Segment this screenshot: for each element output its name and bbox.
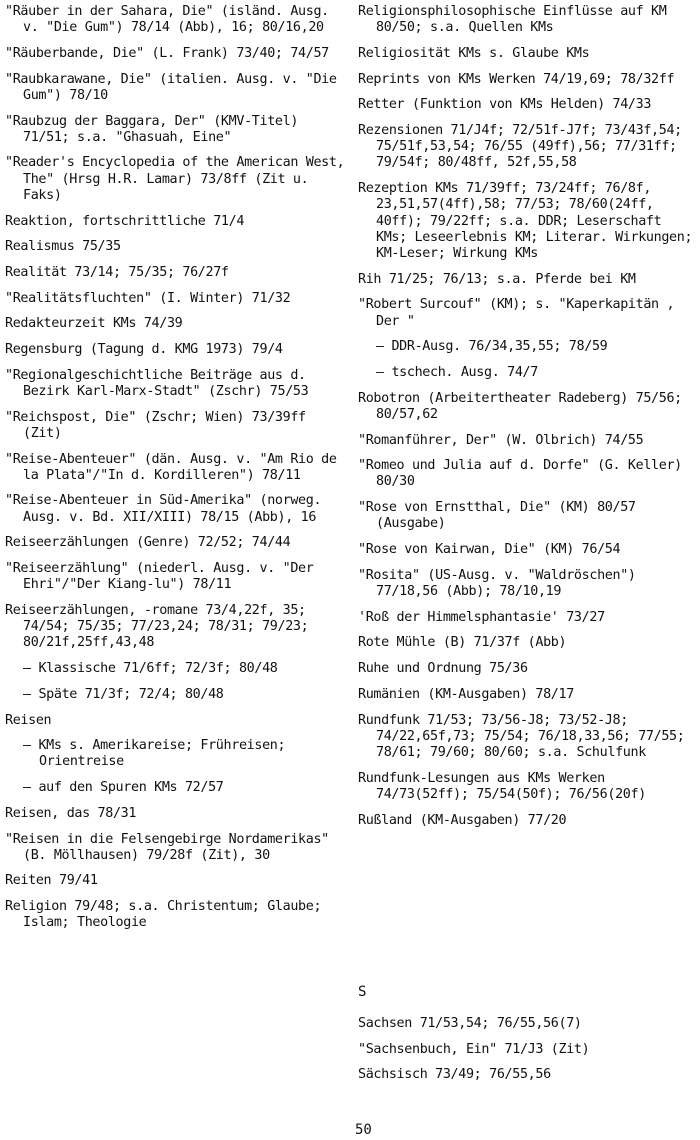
index-entry: Reiseerzählungen, -romane 73/4,22f, 35; 74/54; 75/35; 77/23,24; 78/31; 79/23; 80/21f,25ff,43,48 xyxy=(5,602,309,651)
index-entry: Reiseerzählungen (Genre) 72/52; 74/44 xyxy=(5,535,291,551)
index-entry: "Reichspost, Die" (Zschr; Wien) 73/39ff (Zit) xyxy=(5,409,306,441)
page-number: 50 xyxy=(355,1122,372,1138)
section-letter: S xyxy=(358,984,367,1000)
index-entry: Reiten 79/41 xyxy=(5,873,98,889)
index-entry: "Romeo und Julia auf d. Dorfe" (G. Keller) 80/30 xyxy=(358,458,682,490)
index-entry: Realität 73/14; 75/35; 76/27f xyxy=(5,264,229,280)
index-entry: Rih 71/25; 76/13; s.a. Pferde bei KM xyxy=(358,271,636,287)
index-entry: "Reader's Encyclopedia of the American West, The" (Hrsg H.R. Lamar) 73/8ff (Zit u. Faks) xyxy=(5,155,345,203)
index-subentry: – Klassische 71/6ff; 72/3f; 80/48 xyxy=(5,661,345,677)
right-column xyxy=(358,4,698,838)
index-entry: "Reiseerzählung" (niederl. Ausg. v. "Der Ehri"/"Der Kiang-lu") 78/11 xyxy=(5,561,314,593)
index-entry: "Rose von Ernstthal, Die" (KM) 80/57 (Ausgabe) xyxy=(358,500,636,532)
index-entry: Sächsisch 73/49; 76/55,56 xyxy=(358,1067,551,1083)
index-subentry: – tschech. Ausg. 74/7 xyxy=(358,365,698,381)
index-entry: Religion 79/48; s.a. Christentum; Glaube; Islam; Theologie xyxy=(5,899,322,931)
index-entry: "Reise-Abenteuer" (dän. Ausg. v. "Am Rio de la Plata"/"In d. Kordilleren") 78/11 xyxy=(5,451,337,483)
index-entry: "Raubkarawane, Die" (italien. Ausg. v. "Die Gum") 78/10 xyxy=(5,71,337,103)
index-entry: Religionsphilosophische Einflüsse auf KM 80/50; s.a. Quellen KMs xyxy=(358,4,667,36)
left-column xyxy=(5,4,345,941)
index-entry: Rezeption KMs 71/39ff; 73/24ff; 76/8f, 23,51,57(4ff),58; 77/53; 78/60(24ff, 40ff); 79/22ff; s.a. DDR; Leserschaft KMs; Leseerlebnis KM; Literar. Wirkungen; KM-Leser; Wirkung KMs xyxy=(358,181,693,261)
index-entry: Retter (Funktion von KMs Helden) 74/33 xyxy=(358,97,652,113)
index-entry: "Regionalgeschichtliche Beiträge aus d. Bezirk Karl-Marx-Stadt" (Zschr) 75/53 xyxy=(5,367,309,399)
index-entry: "Reise-Abenteuer in Süd-Amerika" (norweg. Ausg. v. Bd. XII/XIII) 78/15 (Abb), 16 xyxy=(5,493,322,525)
index-entry: Rundfunk-Lesungen aus KMs Werken 74/73(52ff); 75/54(50f); 76/56(20f) xyxy=(358,770,646,802)
index-entry: "Rosita" (US-Ausg. v. "Waldröschen") 77/18,56 (Abb); 78/10,19 xyxy=(358,567,636,599)
index-entry: Reprints von KMs Werken 74/19,69; 78/32ff xyxy=(358,71,675,87)
index-subentry: – DDR-Ausg. 76/34,35,55; 78/59 xyxy=(358,339,698,355)
index-entry: Ruhe und Ordnung 75/36 xyxy=(358,661,528,677)
index-entry: "Räuberbande, Die" (L. Frank) 73/40; 74/57 xyxy=(5,45,329,61)
index-entry: Realismus 75/35 xyxy=(5,239,121,255)
index-subentry: – KMs s. Amerikareise; Frühreisen; Orientreise xyxy=(5,738,345,770)
index-entry: Rußland (KM-Ausgaben) 77/20 xyxy=(358,812,567,828)
index-entry: Rundfunk 71/53; 73/56-J8; 73/52-J8; 74/22,65f,73; 75/54; 76/18,33,56; 77/55; 78/61; 79/60; 80/60; s.a. Schulfunk xyxy=(358,712,685,760)
index-entry: Rezensionen 71/J4f; 72/51f-J7f; 73/43f,54; 75/51f,53,54; 76/55 (49ff),56; 77/31ff; 79/54f; 80/48ff, 52f,55,58 xyxy=(358,123,682,171)
index-entry: "Sachsenbuch, Ein" 71/J3 (Zit) xyxy=(358,1041,590,1057)
index-entry: "Rose von Kairwan, Die" (KM) 76/54 xyxy=(358,542,621,558)
index-entry: Religiosität KMs s. Glaube KMs xyxy=(358,45,590,61)
index-entry: Redakteurzeit KMs 74/39 xyxy=(5,316,183,332)
s-section xyxy=(358,1016,698,1093)
index-entry: Rumänien (KM-Ausgaben) 78/17 xyxy=(358,686,574,702)
index-entry: 'Roß der Himmelsphantasie' 73/27 xyxy=(358,609,605,625)
index-entry: "Reisen in die Felsengebirge Nordamerikas" (B. Möllhausen) 79/28f (Zit), 30 xyxy=(5,831,329,863)
index-entry: Robotron (Arbeitertheater Radeberg) 75/56; 80/57,62 xyxy=(358,390,682,422)
index-entry: "Raubzug der Baggara, Der" (KMV-Titel) 71/51; s.a. "Ghasuah, Eine" xyxy=(5,113,299,145)
index-entry: Regensburg (Tagung d. KMG 1973) 79/4 xyxy=(5,342,283,358)
index-entry: "Robert Surcouf" (KM); s. "Kaperkapitän , Der " xyxy=(358,297,675,329)
index-subentry: – auf den Spuren KMs 72/57 xyxy=(5,780,345,796)
index-entry: Reisen xyxy=(5,712,52,728)
index-entry: "Räuber in der Sahara, Die" (isländ. Ausg. v. "Die Gum") 78/14 (Abb), 16; 80/16,20 xyxy=(5,4,329,36)
index-entry: Reaktion, fortschrittliche 71/4 xyxy=(5,213,245,229)
index-entry: Rote Mühle (B) 71/37f (Abb) xyxy=(358,635,567,651)
index-entry: Reisen, das 78/31 xyxy=(5,805,137,821)
index-entry: "Realitätsfluchten" (I. Winter) 71/32 xyxy=(5,290,291,306)
index-subentry: – Späte 71/3f; 72/4; 80/48 xyxy=(5,687,345,703)
index-entry: "Romanführer, Der" (W. Olbrich) 74/55 xyxy=(358,432,644,448)
index-entry: Sachsen 71/53,54; 76/55,56(7) xyxy=(358,1016,582,1031)
